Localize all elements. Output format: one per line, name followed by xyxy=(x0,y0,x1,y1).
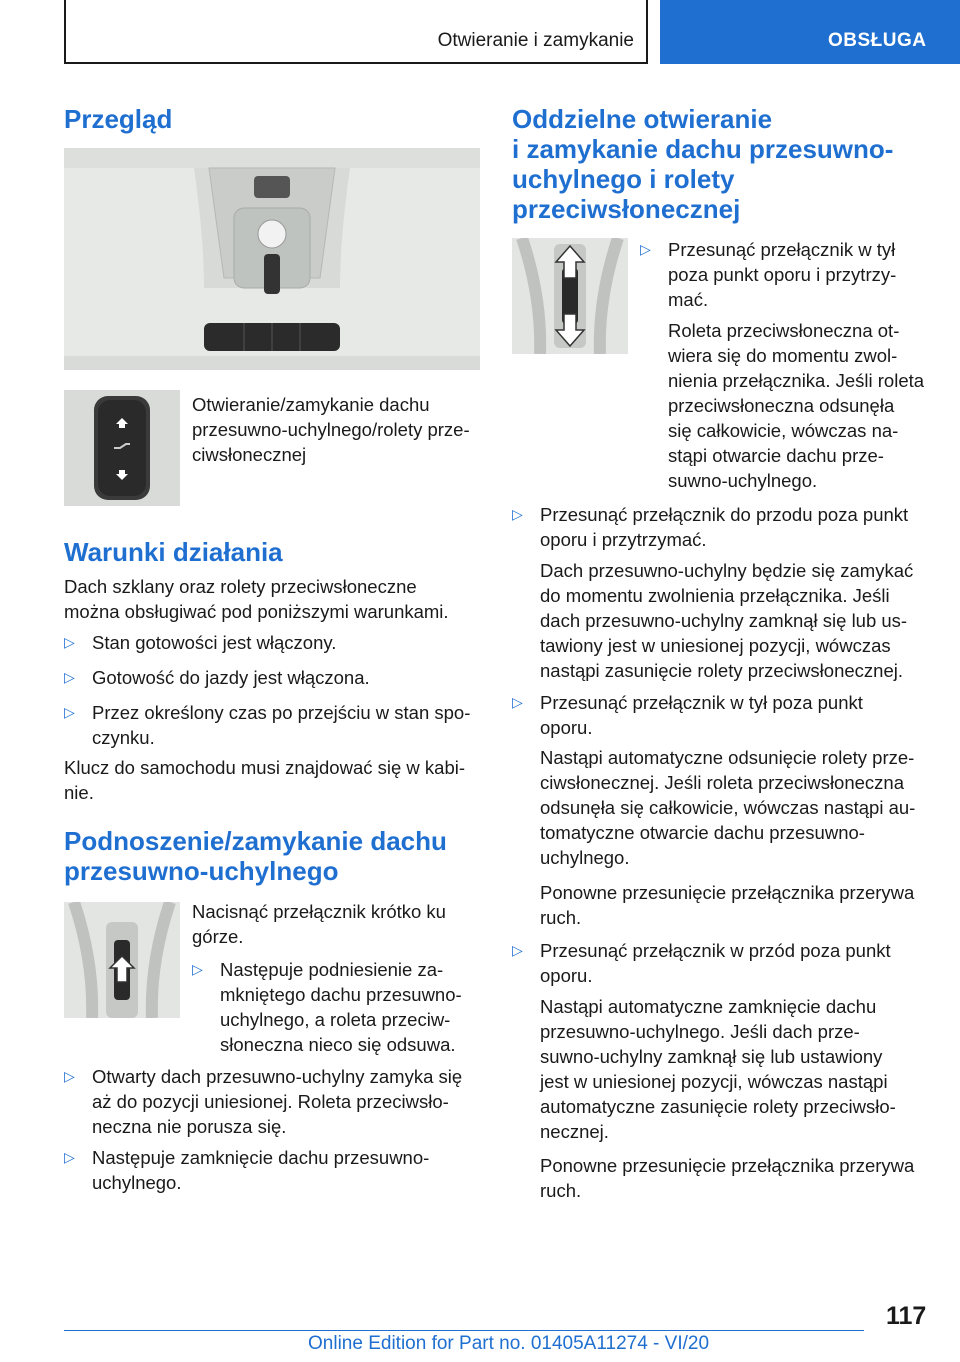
page-number: 117 xyxy=(886,1302,927,1330)
b1-detail: Roleta przeciwsłoneczna ot- wiera się do momentu zwol- nienia przełącznika. Jeśli roleta przeciwsłoneczna odsunęła się całkowicie, wówczas na- stąpi otwarcie dachu prze- suwno-uchylnego. xyxy=(668,320,925,491)
bullet-item: ▷ Przesunąć przełącznik w tył poza punkt oporu i przytrzy- mać. xyxy=(640,239,897,310)
warunki-intro: Dach szklany oraz rolety przeciwsłoneczne można obsługiwać pod poniższymi warunkami. xyxy=(64,576,449,622)
header-title: Otwieranie i zamykanie xyxy=(437,30,634,51)
footer-divider xyxy=(64,1330,864,1331)
b4-note: Ponowne przesunięcie przełącznika przerywa ruch. xyxy=(540,1155,915,1201)
section-title-warunki: Warunki działania xyxy=(64,537,283,567)
overhead-console-image xyxy=(64,148,480,370)
b3-note: Ponowne przesunięcie przełącznika przerywa ruch. xyxy=(540,882,915,928)
switch-image xyxy=(64,390,180,506)
header-box xyxy=(64,0,648,64)
bullet-item: ▷ Przez określony czas po przejściu w stan spo- czynku. xyxy=(64,702,471,748)
b2-detail: Dach przesuwno-uchylny będzie się zamykać do momentu zwolnienia przełącznika. Jeśli dach przesuwno-uchylny zamknął się lub us- tawiony jest w uniesionej pozycji, wówczas nastąpi zasunięcie rolety przeciwsłonecznej. xyxy=(540,560,914,681)
switch-up-image xyxy=(64,902,180,1018)
b3-detail: Nastąpi automatyczne odsunięcie rolety prze- ciwsłonecznej. Jeśli roleta przeciwsłoneczna odsunęła się całkowicie, wówczas nastąpi au- tomatyczne otwarcie dachu przesuwno- uchylnego. xyxy=(540,747,916,868)
header-tab-label: OBSŁUGA xyxy=(828,30,927,51)
nacisnac-paragraph: Nacisnąć przełącznik krótko ku górze. xyxy=(192,901,446,947)
section-title-podnoszenie: Podnoszenie/zamykanie dachu przesuwno-uchylnego xyxy=(64,826,447,886)
klucz-paragraph: Klucz do samochodu musi znajdować się w kabi- nie. xyxy=(64,757,466,803)
bullet-item: ▷ Stan gotowości jest włączony. xyxy=(64,632,337,653)
bullet-item: ▷ Otwarty dach przesuwno-uchylny zamyka się aż do pozycji uniesionej. Roleta przeciwsło- neczna nie porusza się. xyxy=(64,1066,463,1137)
section-title-oddzielne: Oddzielne otwieranie i zamykanie dachu przesuwno- uchylnego i rolety przeciwsłonecznej xyxy=(512,104,894,224)
bullet-item: ▷ Przesunąć przełącznik do przodu poza punkt oporu i przytrzymać. xyxy=(512,504,909,550)
header-tab xyxy=(660,0,960,64)
bullet-item: ▷ Przesunąć przełącznik w tył poza punkt oporu. xyxy=(512,692,863,738)
footer-edition: Online Edition for Part no. 01405A11274 - VI/20 xyxy=(308,1333,710,1354)
bullet-item: ▷ Przesunąć przełącznik w przód poza punkt oporu. xyxy=(512,940,891,986)
bullet-item: ▷ Następuje podniesienie za- mkniętego dachu przesuwno- uchylnego, a roleta przeciw- słoneczna nieco się odsuwa. xyxy=(192,959,462,1055)
switch-slide-image xyxy=(512,238,628,354)
bullet-item: ▷ Następuje zamknięcie dachu przesuwno- uchylnego. xyxy=(64,1147,430,1193)
section-title-przeglad: Przegląd xyxy=(64,104,173,134)
switch-caption: Otwieranie/zamykanie dachu przesuwno-uchylnego/rolety prze- ciwsłonecznej xyxy=(192,394,470,465)
b4-detail: Nastąpi automatyczne zamknięcie dachu przesuwno-uchylnego. Jeśli dach prze- suwno-uchylny zamknął się lub ustawiony jest w uniesionej pozycji, wówczas nastąpi automatyczne zasunięcie rolety przeciwsło- necznej. xyxy=(540,996,896,1142)
bullet-item: ▷ Gotowość do jazdy jest włączona. xyxy=(64,667,370,688)
